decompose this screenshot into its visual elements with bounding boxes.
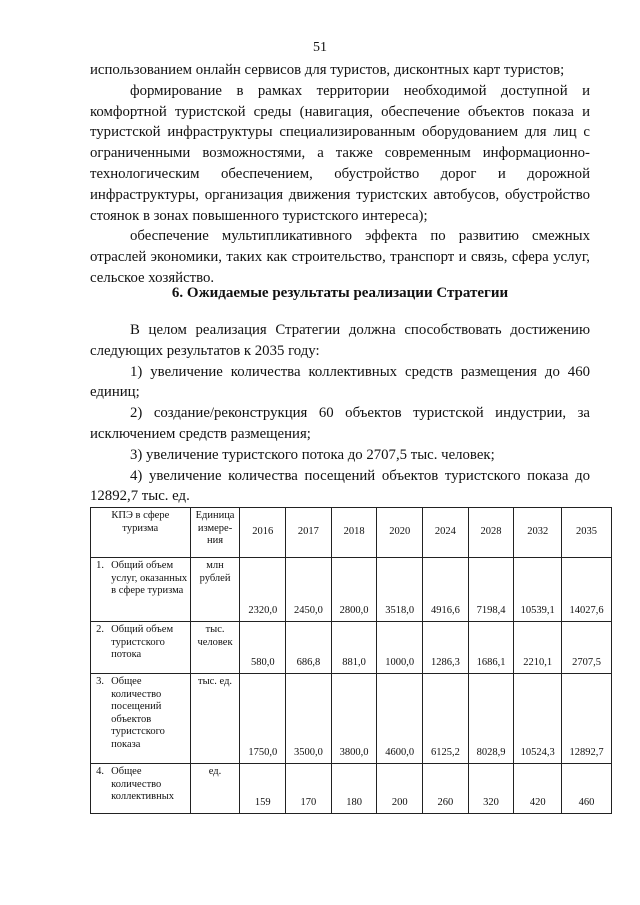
- paragraph: формирование в рамках территории необходимой доступной и комфортной туристской среды (навигация, обеспечение объектов показа и туристской инфраструктуры специализированным оборудованием для лиц с ограниченными возможностями, а также современным информационно-технологическим обеспечением, обустройство дорог и дорожной инфраструктуры, организация движения туристских автобусов, обустройство стоянок в зонах повышенного туристского интереса);: [90, 82, 590, 224]
- table-cell: 159: [240, 764, 286, 814]
- table-header-row: [91, 508, 612, 558]
- table-cell: 8028,9: [468, 674, 514, 764]
- row-kpi-name: Общее количество посещений объектов туристского показа: [109, 674, 190, 764]
- table-cell: 2320,0: [240, 558, 286, 622]
- table-cell: 10539,1: [514, 558, 562, 622]
- table-cell: 2800,0: [331, 558, 377, 622]
- header-year: 2016: [240, 508, 286, 558]
- row-number: 4.: [91, 764, 110, 814]
- header-year: 2032: [514, 508, 562, 558]
- header-year: 2028: [468, 508, 514, 558]
- table-row: [91, 674, 612, 764]
- table-cell: 1686,1: [468, 622, 514, 674]
- row-unit: млн рублей: [190, 558, 240, 622]
- row-kpi-name: Общее количество коллективных: [109, 764, 190, 814]
- row-unit: тыс. ед.: [190, 674, 240, 764]
- table-row: [91, 622, 612, 674]
- row-kpi-name: Общий объем туристского потока: [109, 622, 190, 674]
- row-kpi-name: Общий объем услуг, оказанных в сфере туризма: [109, 558, 190, 622]
- table-cell: 2210,1: [514, 622, 562, 674]
- table-row: [91, 764, 612, 814]
- table-cell: 420: [514, 764, 562, 814]
- result-item: 4) увеличение количества посещений объектов туристского показа до 12892,7 тыс. ед.: [90, 467, 590, 505]
- results-list: [90, 320, 590, 507]
- header-year: 2020: [377, 508, 423, 558]
- table-cell: 4600,0: [377, 674, 423, 764]
- row-number: 1.: [91, 558, 110, 622]
- table-cell: 1286,3: [423, 622, 469, 674]
- header-year: 2017: [286, 508, 332, 558]
- result-item: 3) увеличение туристского потока до 2707,5 тыс. человек;: [130, 446, 495, 463]
- paragraph: использованием онлайн сервисов для туристов, дисконтных карт туристов;: [90, 62, 565, 78]
- row-number: 3.: [91, 674, 110, 764]
- table-cell: 686,8: [286, 622, 332, 674]
- body-text-top: [90, 60, 590, 289]
- kpi-table: [90, 507, 612, 814]
- table-cell: 200: [377, 764, 423, 814]
- result-item: 2) создание/реконструкция 60 объектов туристской индустрии, за исключением средств размещения;: [90, 405, 590, 442]
- table-cell: 2450,0: [286, 558, 332, 622]
- table-row: [91, 558, 612, 622]
- table-cell: 14027,6: [562, 558, 612, 622]
- header-year: 2024: [423, 508, 469, 558]
- row-number: 2.: [91, 622, 110, 674]
- table-cell: 4916,6: [423, 558, 469, 622]
- results-intro: В целом реализация Стратегии должна способствовать достижению следующих результатов к 2035 году:: [90, 322, 590, 359]
- table-cell: 260: [423, 764, 469, 814]
- table-cell: 460: [562, 764, 612, 814]
- table-cell: 7198,4: [468, 558, 514, 622]
- header-year: 2018: [331, 508, 377, 558]
- table-cell: 10524,3: [514, 674, 562, 764]
- header-unit: Единица измере-ния: [190, 508, 240, 558]
- table-cell: 1000,0: [377, 622, 423, 674]
- table-cell: 12892,7: [562, 674, 612, 764]
- header-year: 2035: [562, 508, 612, 558]
- header-kpi: КПЭ в сфере туризма: [91, 508, 191, 558]
- table-cell: 881,0: [331, 622, 377, 674]
- result-item: 1) увеличение количества коллективных средств размещения до 460 единиц;: [90, 363, 590, 401]
- table-cell: 1750,0: [240, 674, 286, 764]
- page-number: 51: [313, 40, 327, 55]
- row-unit: тыс. человек: [190, 622, 240, 674]
- table-cell: 6125,2: [423, 674, 469, 764]
- paragraph: обеспечение мультипликативного эффекта по развитию смежных отраслей экономики, таких как строительство, транспорт и связь, сфера услуг, сельское хозяйство.: [90, 228, 590, 286]
- table-cell: 180: [331, 764, 377, 814]
- table-cell: 2707,5: [562, 622, 612, 674]
- table-cell: 580,0: [240, 622, 286, 674]
- table-cell: 3518,0: [377, 558, 423, 622]
- table-cell: 3800,0: [331, 674, 377, 764]
- table-cell: 3500,0: [286, 674, 332, 764]
- section-heading: 6. Ожидаемые результаты реализации Стратегии: [171, 285, 509, 301]
- row-unit: ед.: [190, 764, 240, 814]
- table-cell: 170: [286, 764, 332, 814]
- table-cell: 320: [468, 764, 514, 814]
